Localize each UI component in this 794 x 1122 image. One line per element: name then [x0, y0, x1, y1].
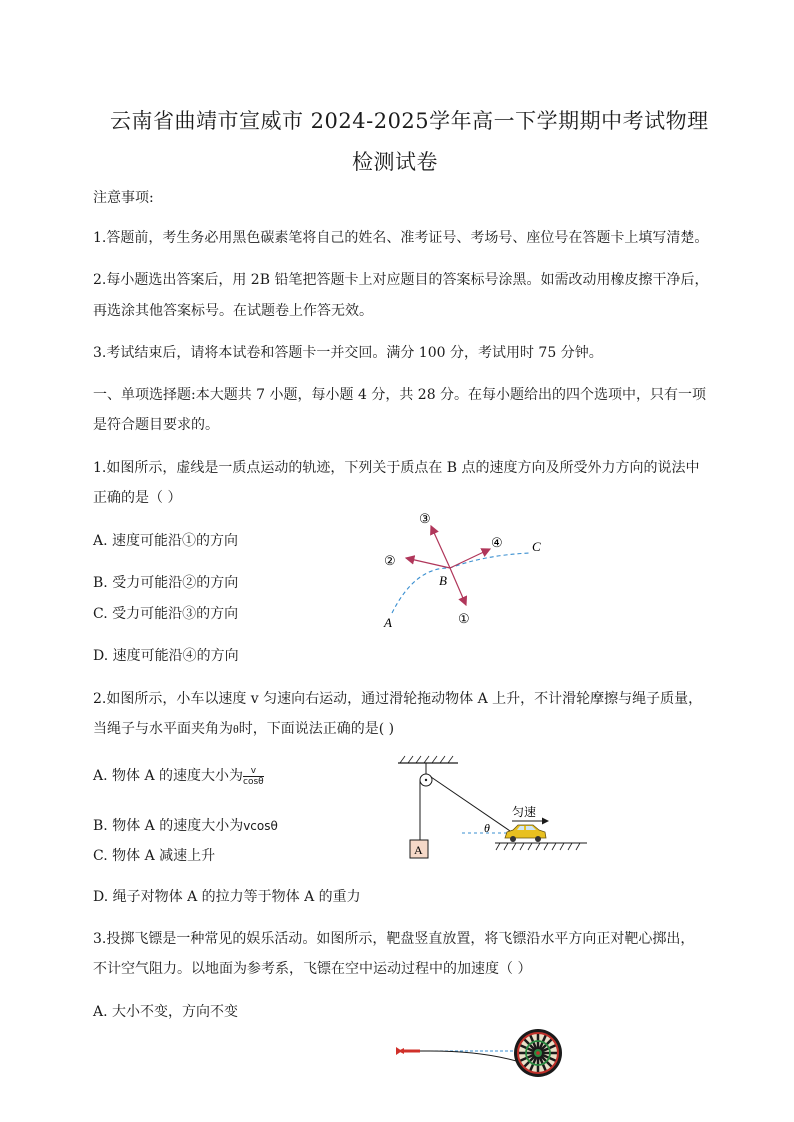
q3-stem-line2: 不计空气阻力。以地面为参考系，飞镖在空中运动过程中的加速度（ ）: [93, 961, 532, 977]
q2-stem-line1: 2.如图所示，小车以速度 v 匀速向右运动，通过滑轮拖动物体 A 上升，不计滑轮摩擦与绳子质量，: [93, 691, 703, 707]
page-title-line2: 检测试卷: [352, 150, 438, 174]
page-title-line1: 云南省曲靖市宣威市 2024-2025学年高一下学期期中考试物理: [110, 109, 709, 133]
arrow-3: [431, 526, 450, 568]
q3-stem-line1: 3.投掷飞镖是一种常见的娱乐活动。如图所示，靶盘竖直放置，将飞镖沿水平方向正对靶心掷出，: [93, 931, 695, 947]
label-dir-3: ③: [419, 511, 431, 526]
q2-fraction: $\frac{v}{\cos\theta}$: [243, 765, 264, 787]
q3-option-a: A. 大小不变，方向不变: [93, 1004, 239, 1020]
dartboard: [514, 1029, 562, 1077]
theta-label: θ: [484, 821, 490, 835]
q2-option-d: D. 绳子对物体 A 的拉力等于物体 A 的重力: [93, 889, 361, 905]
notice-item-2-line1: 2.每小题选出答案后，用 2B 铅笔把答题卡上对应题目的答案标号涂黑。如需改动用橡皮擦干净后，: [93, 272, 709, 288]
label-a: A: [384, 615, 392, 630]
ceiling-hatch: [400, 756, 453, 763]
block-a-label: A: [414, 843, 423, 857]
car: [505, 825, 546, 838]
q1-stem-line2: 正确的是（ ）: [93, 490, 182, 506]
dart: [396, 1047, 430, 1055]
q2-option-c: C. 物体 A 减速上升: [93, 848, 216, 864]
q2-option-b: B. 物体 A 的速度大小为vcosθ: [93, 818, 278, 834]
q2-option-a: A. 物体 A 的速度大小为 $\frac{v}{\cos\theta}$: [93, 765, 264, 787]
notice-item-3: 3.考试结束后，请将本试卷和答题卡一并交回。满分 100 分，考试用时 75 分钟。: [93, 345, 603, 361]
uniform-label: 匀速: [512, 805, 537, 819]
q1-option-c: C. 受力可能沿③的方向: [93, 606, 239, 622]
q1-option-b: B. 受力可能沿②的方向: [93, 575, 239, 591]
notice-item-1: 1.答题前，考生务必用黑色碳素笔将自己的姓名、准考证号、考场号、座位号在答题卡上填写清楚。: [93, 230, 709, 246]
rope-slanted: [431, 777, 513, 833]
section1-line1: 一、单项选择题:本大题共 7 小题，每小题 4 分，共 28 分。在每小题给出的四个选项中，只有一项: [93, 387, 707, 403]
label-dir-4: ④: [491, 535, 503, 550]
arrow-2: [406, 558, 450, 568]
q1-trajectory-figure: [370, 505, 555, 635]
section1-line2: 是符合题目要求的。: [93, 417, 219, 433]
q2-stem-line2: 当绳子与水平面夹角为θ时，下面说法正确的是( ): [93, 721, 395, 737]
q1-stem-line1: 1.如图所示，虚线是一质点运动的轨迹，下列关于质点在 B 点的速度方向及所受外力方向的说法中: [93, 460, 700, 476]
ground-hatch: [496, 843, 580, 850]
arrow-1: [450, 568, 466, 605]
q1-option-a: A. 速度可能沿①的方向: [93, 533, 239, 549]
q1-option-d: D. 速度可能沿④的方向: [93, 648, 239, 664]
label-b: B: [439, 573, 447, 588]
q2-pulley-figure: [390, 752, 600, 867]
trajectory-curve: [392, 553, 530, 613]
dart-trajectory: [430, 1051, 523, 1063]
label-dir-2: ②: [384, 553, 396, 568]
label-c: C: [532, 539, 541, 554]
label-dir-1: ①: [458, 611, 470, 626]
notice-item-2-line2: 再选涂其他答案标号。在试题卷上作答无效。: [93, 303, 373, 319]
q3-dart-figure: [390, 1015, 570, 1095]
notice-heading: 注意事项:: [93, 190, 154, 206]
